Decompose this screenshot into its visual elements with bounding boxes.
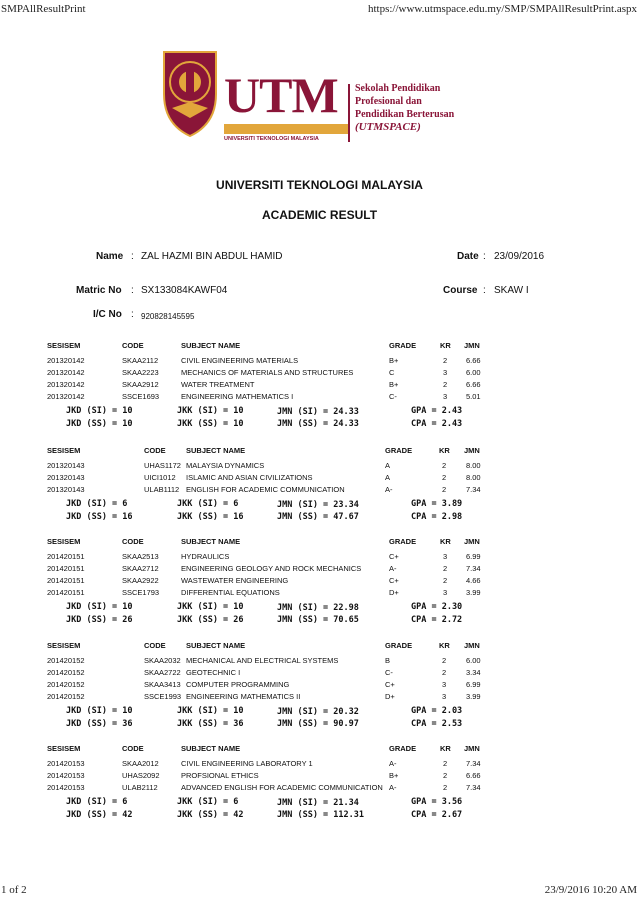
gpa: GPA = 3.89 (411, 499, 463, 509)
result-grade: D+ (389, 588, 399, 597)
course-sep: : (483, 285, 486, 296)
result-kr: 3 (442, 680, 447, 689)
result-sesisem: 201420152 (47, 656, 85, 665)
result-jmn: 6.99 (466, 552, 481, 561)
print-footer-datetime: 23/9/2016 10:20 AM (544, 884, 637, 896)
result-code: UHAS1172 (144, 461, 181, 470)
result-kr: 2 (442, 473, 447, 482)
result-subject: CIVIL ENGINEERING MATERIALS (181, 356, 299, 365)
result-kr: 3 (443, 552, 448, 561)
result-grade: B+ (389, 771, 399, 780)
semester-4-header-kr: KR (439, 641, 450, 650)
semester-4-header-grade: GRADE (385, 641, 413, 650)
semester-5-header-jmn: JMN (464, 744, 480, 753)
result-subject: CIVIL ENGINEERING LABORATORY 1 (181, 759, 313, 768)
semester-3-header-subject: SUBJECT NAME (181, 537, 241, 546)
result-jmn: 4.66 (466, 576, 481, 585)
jkd-ss: JKD (SS) = 42 (66, 810, 133, 820)
date-label: Date (457, 251, 479, 262)
semester-2-header-code: CODE (144, 446, 166, 455)
cpa: CPA = 2.67 (411, 810, 463, 820)
university-title: UNIVERSITI TEKNOLOGI MALAYSIA (216, 178, 423, 192)
semester-2-header-grade: GRADE (385, 446, 413, 455)
semester-3-header-code: CODE (122, 537, 144, 546)
result-subject: ENGLISH FOR ACADEMIC COMMUNICATION (186, 485, 345, 494)
result-kr: 2 (443, 771, 448, 780)
semester-3-header-kr: KR (440, 537, 451, 546)
result-code: SKAA2112 (122, 356, 159, 365)
result-code: SKAA2922 (122, 576, 159, 585)
result-code: SKAA2513 (122, 552, 159, 561)
result-grade: C- (389, 392, 397, 401)
result-subject: PROFSIONAL ETHICS (181, 771, 259, 780)
jkd-ss: JKD (SS) = 16 (66, 512, 133, 522)
jmn-si: JMN (SI) = 20.32 (277, 707, 359, 717)
jkd-ss: JKD (SS) = 10 (66, 419, 133, 429)
logo-utmspace: (UTMSPACE) (355, 121, 421, 133)
result-code: ULAB2112 (122, 783, 158, 792)
result-subject: ISLAMIC AND ASIAN CIVILIZATIONS (186, 473, 313, 482)
cpa: CPA = 2.43 (411, 419, 463, 429)
print-header-url: https://www.utmspace.edu.my/SMP/SMPAllResultPrint.aspx (367, 3, 637, 15)
result-subject: COMPUTER PROGRAMMING (186, 680, 290, 689)
result-code: SSCE1693 (122, 392, 160, 401)
result-sesisem: 201420151 (47, 576, 85, 585)
result-jmn: 6.00 (466, 368, 481, 377)
result-kr: 3 (443, 392, 448, 401)
semester-1-header-subject: SUBJECT NAME (181, 341, 241, 350)
result-kr: 2 (443, 356, 448, 365)
result-grade: D+ (385, 692, 395, 701)
result-sesisem: 201420151 (47, 588, 85, 597)
result-code: SKAA2012 (122, 759, 159, 768)
result-grade: B+ (389, 380, 399, 389)
semester-3-header-grade: GRADE (389, 537, 417, 546)
semester-3-header-jmn: JMN (464, 537, 480, 546)
result-sesisem: 201320142 (47, 392, 85, 401)
semester-3-header-sesisem: SESISEM (47, 537, 81, 546)
matric-label: Matric No (76, 285, 122, 296)
result-kr: 2 (443, 564, 448, 573)
result-subject: WASTEWATER ENGINEERING (181, 576, 289, 585)
result-code: SKAA2712 (122, 564, 159, 573)
result-code: SKAA3413 (144, 680, 181, 689)
semester-1-header-code: CODE (122, 341, 144, 350)
result-kr: 2 (442, 668, 447, 677)
semester-1-header-grade: GRADE (389, 341, 417, 350)
result-grade: C+ (389, 552, 399, 561)
result-subject: MALAYSIA DYNAMICS (186, 461, 265, 470)
result-jmn: 3.34 (466, 668, 481, 677)
semester-2-header-subject: SUBJECT NAME (186, 446, 246, 455)
logo-school-line-1: Sekolah Pendidikan (355, 83, 441, 94)
print-footer-page: 1 of 2 (1, 884, 27, 896)
result-grade: C (389, 368, 395, 377)
result-grade: A (385, 473, 391, 482)
matric-sep: : (131, 285, 134, 296)
cpa: CPA = 2.53 (411, 719, 463, 729)
jmn-ss: JMN (SS) = 90.97 (277, 719, 359, 729)
result-grade: A- (389, 783, 397, 792)
result-kr: 2 (443, 783, 448, 792)
print-header-title: SMPAllResultPrint (1, 3, 86, 15)
result-grade: A (385, 461, 391, 470)
jmn-ss: JMN (SS) = 70.65 (277, 615, 359, 625)
jmn-si: JMN (SI) = 23.34 (277, 500, 359, 510)
utm-crest-icon (160, 48, 220, 138)
jkd-si: JKD (SI) = 10 (66, 706, 133, 716)
result-kr: 3 (443, 368, 448, 377)
result-subject: ENGINEERING MATHEMATICS I (181, 392, 294, 401)
result-kr: 2 (442, 656, 447, 665)
result-grade: B (385, 656, 391, 665)
result-subject: ADVANCED ENGLISH FOR ACADEMIC COMMUNICATION (181, 783, 383, 792)
semester-2-header-kr: KR (439, 446, 450, 455)
semester-4-header-code: CODE (144, 641, 166, 650)
result-jmn: 7.34 (466, 783, 481, 792)
result-grade: A- (389, 564, 397, 573)
jkd-si: JKD (SI) = 6 (66, 499, 128, 509)
utm-wordmark: UTM (224, 67, 338, 123)
result-sesisem: 201420152 (47, 668, 85, 677)
semester-5-header-sesisem: SESISEM (47, 744, 81, 753)
result-code: SKAA2912 (122, 380, 159, 389)
ic-number: 920828145595 (141, 312, 195, 321)
result-code: ULAB1112 (144, 485, 180, 494)
jkk-ss: JKK (SS) = 42 (177, 810, 244, 820)
matric-number: SX133084KAWF04 (141, 285, 228, 296)
result-kr: 2 (443, 576, 448, 585)
result-sesisem: 201320142 (47, 368, 85, 377)
logo-school-text (355, 82, 454, 134)
gpa: GPA = 3.56 (411, 797, 463, 807)
jkk-ss: JKK (SS) = 16 (177, 512, 244, 522)
jkk-si: JKK (SI) = 10 (177, 706, 244, 716)
semester-2-header-sesisem: SESISEM (47, 446, 81, 455)
semester-1-header-kr: KR (440, 341, 451, 350)
result-subject: DIFFERENTIAL EQUATIONS (181, 588, 280, 597)
utm-space-logo (160, 40, 480, 152)
result-sesisem: 201420152 (47, 692, 85, 701)
result-kr: 3 (443, 588, 448, 597)
result-sesisem: 201420152 (47, 680, 85, 689)
gpa: GPA = 2.43 (411, 406, 463, 416)
result-grade: C- (385, 668, 393, 677)
cpa: CPA = 2.72 (411, 615, 463, 625)
semester-5-header-code: CODE (122, 744, 144, 753)
result-jmn: 7.34 (466, 485, 481, 494)
result-kr: 2 (442, 485, 447, 494)
jmn-si: JMN (SI) = 24.33 (277, 407, 359, 417)
result-kr: 3 (442, 692, 447, 701)
result-code: UICI1012 (144, 473, 176, 482)
jkk-si: JKK (SI) = 6 (177, 797, 239, 807)
semester-1-header-sesisem: SESISEM (47, 341, 81, 350)
result-jmn: 7.34 (466, 759, 481, 768)
jkd-si: JKD (SI) = 6 (66, 797, 128, 807)
jkk-si: JKK (SI) = 10 (177, 406, 244, 416)
result-subject: GEOTECHNIC I (186, 668, 241, 677)
result-sesisem: 201320143 (47, 485, 85, 494)
logo-school-line-2: Profesional dan (355, 96, 422, 107)
result-sesisem: 201320142 (47, 356, 85, 365)
logo-school-line-3: Pendidikan Berterusan (355, 109, 455, 120)
result-grade: A- (389, 759, 397, 768)
result-sesisem: 201420151 (47, 552, 85, 561)
result-grade: C+ (389, 576, 399, 585)
course-code: SKAW I (494, 285, 529, 296)
result-kr: 2 (443, 380, 448, 389)
result-sesisem: 201420153 (47, 759, 85, 768)
semester-4-header-subject: SUBJECT NAME (186, 641, 246, 650)
jmn-si: JMN (SI) = 22.98 (277, 603, 359, 613)
result-subject: MECHANICS OF MATERIALS AND STRUCTURES (181, 368, 354, 377)
semester-4-header-jmn: JMN (464, 641, 480, 650)
gpa: GPA = 2.03 (411, 706, 463, 716)
result-code: SKAA2032 (144, 656, 181, 665)
result-sesisem: 201420153 (47, 771, 85, 780)
result-jmn: 7.34 (466, 564, 481, 573)
result-jmn: 6.66 (466, 356, 481, 365)
result-sesisem: 201420151 (47, 564, 85, 573)
result-kr: 2 (443, 759, 448, 768)
result-sesisem: 201420153 (47, 783, 85, 792)
result-jmn: 8.00 (466, 461, 481, 470)
result-jmn: 8.00 (466, 473, 481, 482)
date-sep: : (483, 251, 486, 262)
cpa: CPA = 2.98 (411, 512, 463, 522)
result-jmn: 3.99 (466, 588, 481, 597)
result-code: SSCE1993 (144, 692, 182, 701)
jkk-ss: JKK (SS) = 26 (177, 615, 244, 625)
result-subject: WATER TREATMENT (181, 380, 255, 389)
result-code: UHAS2092 (122, 771, 160, 780)
jkk-si: JKK (SI) = 6 (177, 499, 239, 509)
result-grade: A- (385, 485, 393, 494)
semester-5-header-grade: GRADE (389, 744, 417, 753)
result-grade: B+ (389, 356, 399, 365)
logo-gold-bar (224, 124, 350, 134)
jkk-ss: JKK (SS) = 36 (177, 719, 244, 729)
jkd-si: JKD (SI) = 10 (66, 602, 133, 612)
name-label: Name (96, 251, 124, 262)
semester-4-header-sesisem: SESISEM (47, 641, 81, 650)
result-subject: ENGINEERING GEOLOGY AND ROCK MECHANICS (181, 564, 362, 573)
result-jmn: 6.00 (466, 656, 481, 665)
semester-5-header-subject: SUBJECT NAME (181, 744, 241, 753)
student-name: ZAL HAZMI BIN ABDUL HAMID (141, 251, 283, 262)
result-sesisem: 201320143 (47, 473, 85, 482)
course-label: Course (443, 285, 478, 296)
result-jmn: 5.01 (466, 392, 481, 401)
jkk-si: JKK (SI) = 10 (177, 602, 244, 612)
gpa: GPA = 2.30 (411, 602, 463, 612)
jmn-ss: JMN (SS) = 24.33 (277, 419, 359, 429)
jkd-ss: JKD (SS) = 26 (66, 615, 133, 625)
result-sesisem: 201320142 (47, 380, 85, 389)
jkd-si: JKD (SI) = 10 (66, 406, 133, 416)
ic-sep: : (131, 309, 134, 320)
jmn-si: JMN (SI) = 21.34 (277, 798, 359, 808)
semester-5-header-kr: KR (440, 744, 451, 753)
result-code: SKAA2722 (144, 668, 181, 677)
logo-university-name: UNIVERSITI TEKNOLOGI MALAYSIA (224, 136, 319, 142)
result-sesisem: 201320143 (47, 461, 85, 470)
result-jmn: 6.66 (466, 771, 481, 780)
academic-result-title: ACADEMIC RESULT (261, 208, 378, 222)
result-code: SSCE1793 (122, 588, 160, 597)
result-jmn: 3.99 (466, 692, 481, 701)
result-grade: C+ (385, 680, 395, 689)
name-sep: : (131, 251, 134, 262)
jkk-ss: JKK (SS) = 10 (177, 419, 244, 429)
result-subject: HYDRAULICS (181, 552, 230, 561)
jmn-ss: JMN (SS) = 47.67 (277, 512, 359, 522)
report-date: 23/09/2016 (494, 251, 545, 262)
result-jmn: 6.99 (466, 680, 481, 689)
jmn-ss: JMN (SS) = 112.31 (277, 810, 364, 820)
result-code: SKAA2223 (122, 368, 159, 377)
result-subject: MECHANICAL AND ELECTRICAL SYSTEMS (186, 656, 339, 665)
semester-2-header-jmn: JMN (464, 446, 480, 455)
semester-1-header-jmn: JMN (464, 341, 480, 350)
jkd-ss: JKD (SS) = 36 (66, 719, 133, 729)
result-subject: ENGINEERING MATHEMATICS II (186, 692, 301, 701)
ic-label: I/C No (93, 309, 122, 320)
result-kr: 2 (442, 461, 447, 470)
result-jmn: 6.66 (466, 380, 481, 389)
logo-divider (348, 84, 350, 142)
